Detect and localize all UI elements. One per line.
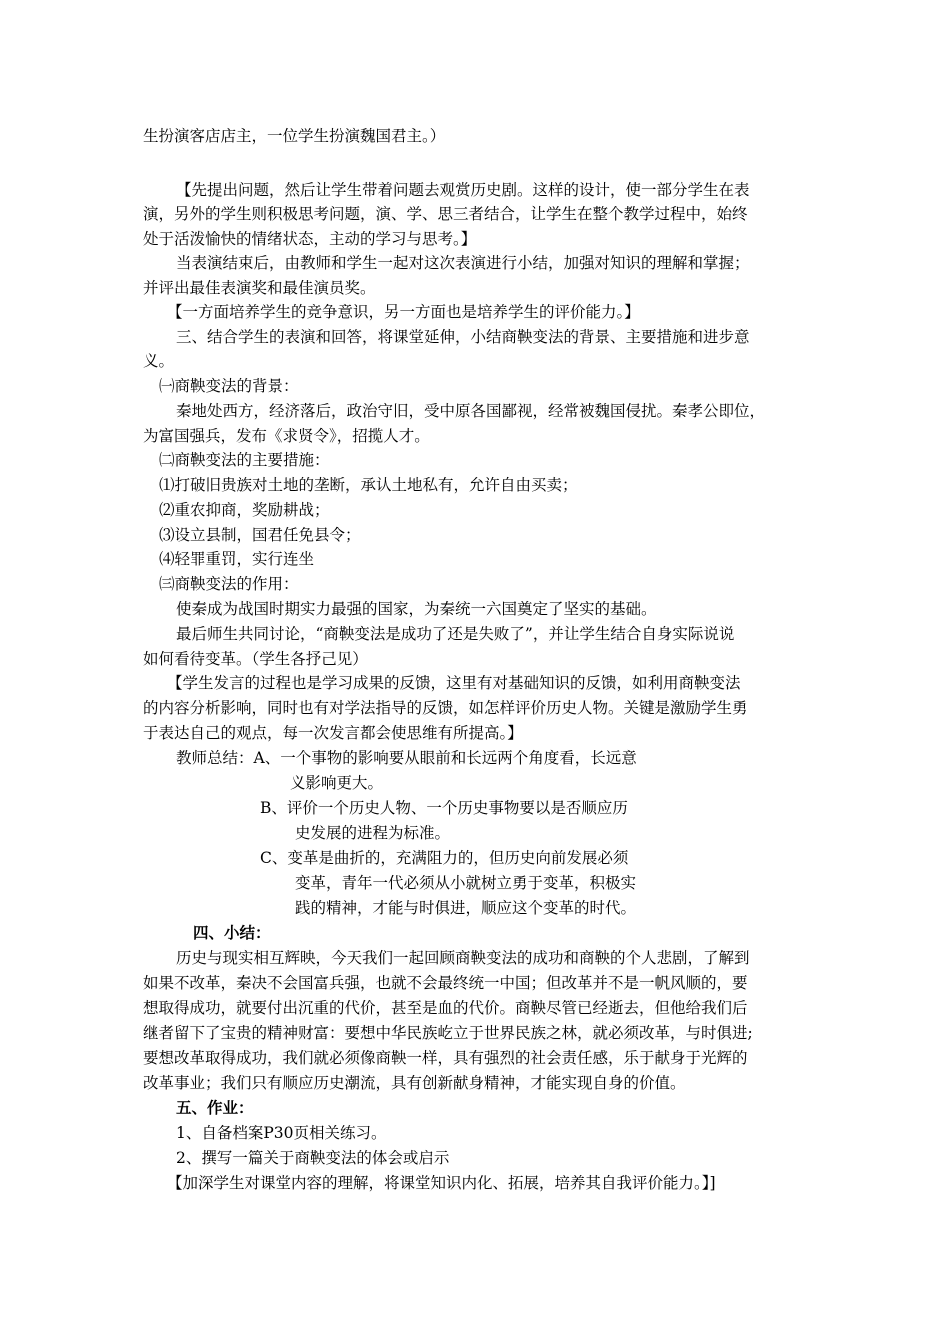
text-line: 教师总结：A、一个事物的影响要从眼前和长远两个角度看，长远意 bbox=[176, 749, 637, 767]
list-item: 1、自备档案P30页相关练习。 bbox=[176, 1124, 387, 1142]
text-line: 使秦成为战国时期实力最强的国家，为秦统一六国奠定了坚实的基础。 bbox=[176, 600, 657, 618]
text-line: 义。 bbox=[143, 352, 175, 370]
text-line: 【加深学生对课堂内容的理解，将课堂知识内化、拓展，培养其自我评价能力。】] bbox=[167, 1174, 716, 1192]
text-line: 最后师生共同讨论，“商鞅变法是成功了还是失败了”，并让学生结合自身实际说说 bbox=[176, 625, 735, 643]
text-line: 如何看待变革。（学生各抒己见） bbox=[143, 650, 368, 668]
text-line: 为富国强兵，发布《求贤令》，招揽人才。 bbox=[143, 427, 430, 445]
text-line: C、变革是曲折的，充满阻力的，但历史向前发展必须 bbox=[260, 849, 629, 867]
text-line: 如果不改革，秦决不会国富兵强，也就不会最终统一中国；但改革并不是一帆风顺的，要 bbox=[143, 974, 748, 992]
text-line: 践的精神，才能与时俱进，顺应这个变革的时代。 bbox=[295, 899, 637, 917]
text-line: 【学生发言的过程也是学习成果的反馈，这里有对基础知识的反馈，如利用商鞅变法 bbox=[167, 674, 741, 692]
list-item: 2、撰写一篇关于商鞅变法的体会或启示 bbox=[176, 1149, 450, 1167]
text-line: 生扮演客店店主，一位学生扮演魏国君主。） bbox=[143, 127, 446, 145]
text-line: B、评价一个历史人物、一个历史事物要以是否顺应历 bbox=[260, 799, 628, 817]
section-heading: 四、小结： bbox=[193, 923, 271, 942]
subheading: ㈠商鞅变法的背景： bbox=[159, 377, 299, 395]
text-line: 演，另外的学生则积极思考问题，演、学、思三者结合，让学生在整个教学过程中，始终 bbox=[143, 205, 748, 223]
text-line: 于表达自己的观点，每一次发言都会使思维有所提高。】 bbox=[143, 724, 523, 742]
list-item: ⑶设立县制，国君任免县令； bbox=[159, 526, 361, 544]
text-line: 【先提出问题，然后让学生带着问题去观赏历史剧。这样的设计，使一部分学生在表 bbox=[176, 181, 750, 199]
section-heading: 五、作业： bbox=[176, 1098, 254, 1117]
text-line: 义影响更大。 bbox=[290, 774, 384, 792]
subheading: ㈡商鞅变法的主要措施： bbox=[159, 451, 330, 469]
text-line: 历史与现实相互辉映，今天我们一起回顾商鞅变法的成功和商鞅的个人悲剧，了解到 bbox=[176, 949, 750, 967]
text-line: 秦地处西方，经济落后，政治守旧，受中原各国鄙视，经常被魏国侵扰。秦孝公即位， bbox=[176, 402, 766, 420]
text-line: 当表演结束后，由教师和学生一起对这次表演进行小结，加强对知识的理解和掌握； bbox=[176, 254, 750, 272]
text-line: 【一方面培养学生的竞争意识，另一方面也是培养学生的评价能力。】 bbox=[167, 303, 640, 321]
text-line: 改革事业；我们只有顺应历史潮流，具有创新献身精神，才能实现自身的价值。 bbox=[143, 1074, 686, 1092]
subheading: ㈢商鞅变法的作用： bbox=[159, 575, 299, 593]
text-line: 想取得成功，就要付出沉重的代价，甚至是血的代价。商鞅尽管已经逝去，但他给我们后 bbox=[143, 999, 748, 1017]
text-line: 要想改革取得成功，我们就必须像商鞅一样，具有强烈的社会责任感，乐于献身于光辉的 bbox=[143, 1049, 748, 1067]
list-item: ⑵重农抑商，奖励耕战； bbox=[159, 501, 330, 519]
list-item: ⑴打破旧贵族对土地的垄断，承认土地私有，允许自由买卖； bbox=[159, 476, 578, 494]
text-line: 并评出最佳表演奖和最佳演员奖。 bbox=[143, 279, 376, 297]
text-line: 的内容分析影响，同时也有对学法指导的反馈，如怎样评价历史人物。关键是激励学生勇 bbox=[143, 699, 748, 717]
section-heading: 三、结合学生的表演和回答，将课堂延伸，小结商鞅变法的背景、主要措施和进步意 bbox=[176, 328, 750, 346]
list-item: ⑷轻罪重罚，实行连坐 bbox=[159, 550, 315, 568]
text-line: 处于活泼愉快的情绪状态，主动的学习与思考。】 bbox=[143, 230, 477, 248]
text-line: 史发展的进程为标准。 bbox=[295, 824, 451, 842]
text-line: 继者留下了宝贵的精神财富：要想中华民族屹立于世界民族之林，就必须改革，与时俱进; bbox=[143, 1024, 753, 1042]
text-line: 变革，青年一代必须从小就树立勇于变革，积极实 bbox=[295, 874, 637, 892]
